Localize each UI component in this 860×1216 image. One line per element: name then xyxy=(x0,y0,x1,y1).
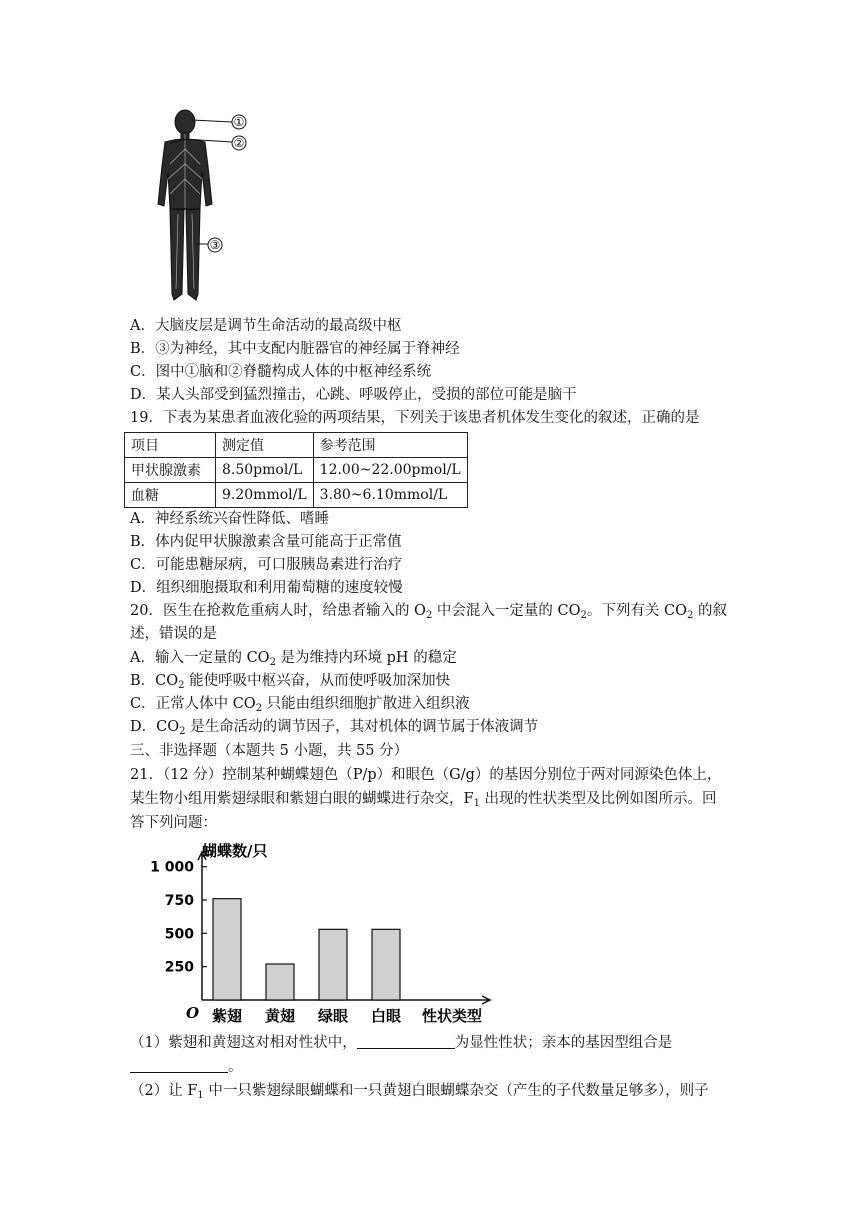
text: B．CO xyxy=(130,673,179,689)
q18-option-c: C．图中①脑和②脊髓构成人体的中枢神经系统 xyxy=(130,364,432,380)
y-tick-label: 1 000 xyxy=(150,859,194,876)
subscript: 2 xyxy=(255,703,263,714)
bar-2 xyxy=(266,964,294,1000)
q19-option-c: C．可能患糖尿病，可口服胰岛素进行治疗 xyxy=(130,557,403,573)
q20-option-d xyxy=(130,717,538,742)
text: 中一只紫翅绿眼蝴蝶和一只黄翅白眼蝴蝶杂交（产生的子代数量足够多），则子 xyxy=(203,1083,709,1099)
q18-option-b: B．③为神经，其中支配内脏器官的神经属于脊神经 xyxy=(130,341,460,357)
chart-bars xyxy=(213,899,400,1000)
bar-1 xyxy=(213,899,241,1000)
q18-option-a: A．大脑皮层是调节生命活动的最高级中枢 xyxy=(130,318,402,334)
chart-ylabel: 蝴蝶数/只 xyxy=(202,842,268,860)
callout-2: ② xyxy=(233,136,245,150)
y-tick-label: 750 xyxy=(164,893,194,909)
text: A．输入一定量的 CO xyxy=(130,650,270,666)
text: C．正常人体中 CO xyxy=(130,696,256,712)
subscript: 1 xyxy=(197,1090,204,1101)
butterfly-bar-chart xyxy=(140,840,500,1030)
q21-line3: 答下列问题： xyxy=(130,815,217,831)
nervous-system-figure xyxy=(140,104,260,309)
text: D．CO xyxy=(130,719,180,735)
q18-option-d: D．某人头部受到猛烈撞击，心跳、呼吸停止，受损的部位可能是脑干 xyxy=(130,387,577,403)
q19-option-d: D．组织细胞摄取和利用葡萄糖的速度较慢 xyxy=(130,580,403,596)
text: 出现的性状类型及比例如图所示。回 xyxy=(479,791,717,807)
answer-blank[interactable] xyxy=(130,1058,228,1073)
subscript: 2 xyxy=(269,657,276,668)
subscript: 1 xyxy=(473,798,480,809)
text: 是为维持内环境 pH 的稳定 xyxy=(275,650,457,666)
table-cell: 9.20mmol/L xyxy=(216,483,314,508)
y-tick-label: 500 xyxy=(164,926,194,943)
table-cell: 8.50pmol/L xyxy=(216,458,314,483)
q21-part1-cont xyxy=(130,1057,243,1077)
text: 中会混入一定量的 CO xyxy=(432,603,581,619)
bar-4 xyxy=(372,929,400,1000)
text: 某生物小组用紫翅绿眼和紫翅白眼的蝴蝶进行杂交，F xyxy=(130,791,474,807)
text: 的叙 xyxy=(693,603,727,619)
table-header: 测定值 xyxy=(216,433,314,458)
table-header-row xyxy=(125,433,468,458)
q21-line1: 21．（12 分）控制某种蝴蝶翅色（P/p）和眼色（G/g）的基因分别位于两对同源染色体上， xyxy=(130,767,722,783)
text: （1）紫翅和黄翅这对相对性状中， xyxy=(130,1035,357,1051)
q19-stem: 19．下表为某患者血液化验的两项结果，下列关于该患者机体发生变化的叙述，正确的是 xyxy=(130,410,700,426)
q20-stem-line2: 述，错误的是 xyxy=(130,626,217,642)
blood-test-table xyxy=(124,432,468,508)
callout-1: ① xyxy=(233,115,245,129)
subscript: 2 xyxy=(425,610,433,621)
subscript: 2 xyxy=(179,726,186,737)
q21-line2 xyxy=(130,789,717,814)
table-header: 项目 xyxy=(125,433,216,458)
q20-option-a xyxy=(130,648,457,673)
category-label: 绿眼 xyxy=(317,1007,349,1025)
table-cell: 12.00~22.00pmol/L xyxy=(313,458,467,483)
text: 只能由组织细胞扩散进入组织液 xyxy=(262,696,470,712)
subscript: 2 xyxy=(687,610,694,621)
figure-callouts xyxy=(208,115,246,252)
q21-part2 xyxy=(130,1081,709,1106)
q19-option-b: B．体内促甲状腺激素含量可能高于正常值 xyxy=(130,534,402,550)
category-label: 紫翅 xyxy=(211,1007,243,1025)
table-cell: 甲状腺激素 xyxy=(125,458,216,483)
text: 。 xyxy=(228,1059,243,1075)
table-cell: 3.80~6.10mmol/L xyxy=(313,483,467,508)
section-3-heading: 三、非选择题（本题共 5 小题，共 55 分） xyxy=(130,743,409,759)
subscript: 2 xyxy=(580,610,587,621)
answer-blank[interactable] xyxy=(357,1034,455,1049)
y-tick-label: 250 xyxy=(164,959,194,976)
q20-option-b xyxy=(130,671,450,696)
chart-ticks xyxy=(150,860,207,976)
text: 。下列有关 CO xyxy=(586,603,687,619)
chart-origin: O xyxy=(186,1004,200,1022)
table-row xyxy=(125,483,468,508)
callout-3: ③ xyxy=(209,238,221,252)
text: 能使呼吸中枢兴奋，从而使呼吸加深加快 xyxy=(184,673,451,689)
text: 是生命活动的调节因子，其对机体的调节属于体液调节 xyxy=(185,719,539,735)
subscript: 2 xyxy=(178,680,185,691)
text: 为显性性状；亲本的基因型组合是 xyxy=(454,1035,673,1051)
q20-option-c xyxy=(130,694,470,719)
table-header: 参考范围 xyxy=(313,433,467,458)
table-row xyxy=(125,458,468,483)
q20-stem-line1 xyxy=(130,601,727,626)
bar-3 xyxy=(319,929,347,1000)
chart-xlabel: 性状类型 xyxy=(422,1007,483,1025)
text: 20．医生在抢救危重病人时，给患者输入的 O xyxy=(130,603,426,619)
category-label: 黄翅 xyxy=(264,1007,296,1025)
q19-option-a: A．神经系统兴奋性降低、嗜睡 xyxy=(130,511,329,527)
category-label: 白眼 xyxy=(370,1007,402,1025)
table-cell: 血糖 xyxy=(125,483,216,508)
text: （2）让 F xyxy=(130,1083,198,1099)
chart-labels xyxy=(212,1007,401,1025)
q21-part1 xyxy=(130,1033,672,1053)
